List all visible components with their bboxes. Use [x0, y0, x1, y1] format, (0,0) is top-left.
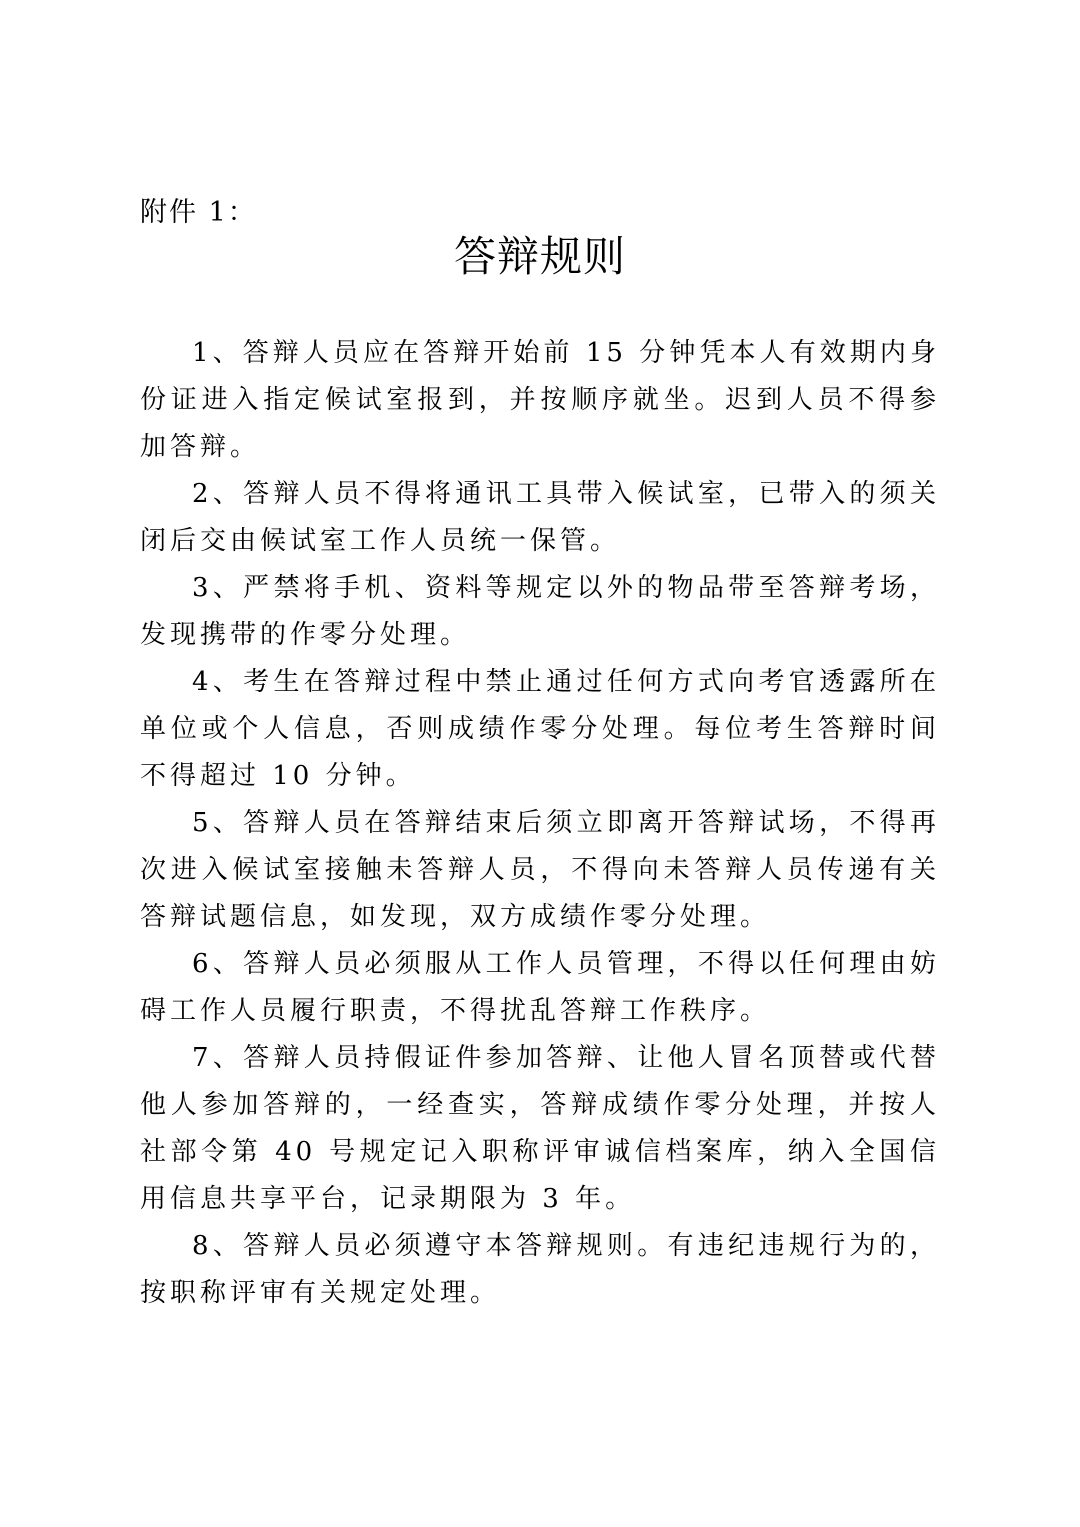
attachment-label: 附件 1：: [140, 197, 257, 228]
rule-item: 2、答辩人员不得将通讯工具带入候试室，已带入的须关闭后交由候试室工作人员统一保管。: [140, 479, 940, 556]
rules-list: [140, 330, 940, 1317]
rule-item: 4、考生在答辩过程中禁止通过任何方式向考官透露所在单位或个人信息，否则成绩作零分处理。每位考生答辩时间不得超过 10 分钟。: [140, 667, 940, 791]
rule-item: 7、答辩人员持假证件参加答辩、让他人冒名顶替或代替他人参加答辩的，一经查实，答辩成绩作零分处理，并按人社部令第 40 号规定记入职称评审诚信档案库，纳入全国信用信息共享平台，记录期限为 3 年。: [140, 1043, 940, 1214]
rule-item: 5、答辩人员在答辩结束后须立即离开答辩试场，不得再次进入候试室接触未答辩人员，不得向未答辩人员传递有关答辩试题信息，如发现，双方成绩作零分处理。: [140, 808, 940, 932]
rule-item: 1、答辩人员应在答辩开始前 15 分钟凭本人有效期内身份证进入指定候试室报到，并按顺序就坐。迟到人员不得参加答辩。: [140, 338, 940, 462]
rule-item: 3、严禁将手机、资料等规定以外的物品带至答辩考场，发现携带的作零分处理。: [140, 573, 940, 650]
page-title: 答辩规则: [453, 232, 626, 281]
rule-item: 8、答辩人员必须遵守本答辩规则。有违纪违规行为的，按职称评审有关规定处理。: [140, 1231, 940, 1308]
rule-item: 6、答辩人员必须服从工作人员管理，不得以任何理由妨碍工作人员履行职责，不得扰乱答辩工作秩序。: [140, 949, 940, 1026]
